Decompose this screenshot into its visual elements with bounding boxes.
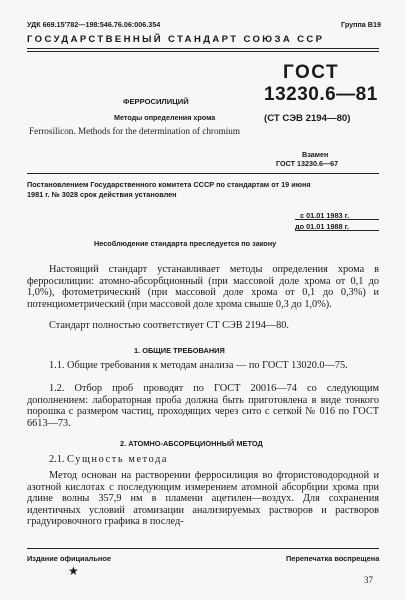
validity-from: с 01.01 1983 г. (300, 211, 349, 220)
gost-number: 13230.6—81 (264, 84, 378, 105)
validity-underline-from (295, 219, 379, 220)
footer-rule (27, 548, 379, 549)
english-title: Ferrosilicon. Methods for the determination of chromium (29, 126, 241, 136)
validity-underline-to (295, 230, 379, 231)
gost-label: ГОСТ (283, 62, 340, 83)
legal-warning: Несоблюдение стандарта преследуется по закону (94, 239, 277, 248)
paragraph-2-1: Метод основан на растворении ферросилиция во фтористоводородной и азотной кислотах с последующим измерением атомной абсорбции хрома при длине волны 357,9 нм в пламени ацетилен—воздух. Для сохранения идентичных условий атомизации анализируемых растворов и растворов градуировочного графика в послед- (27, 470, 379, 527)
decree-rule (27, 173, 379, 174)
intro-paragraph: Настоящий стандарт устанавливает методы определения хрома в ферросилиции: атомно-абсорбционный (при массовой доле хрома от 0,1 до 1,0%), фотометрический (при массовой доле хрома от 0,1 до 0,3%) и потенциометрический (при массовой доле хрома свыше 0,3 до 1,0%). (27, 264, 379, 310)
paragraph-1-2: 1.2. Отбор проб проводят по ГОСТ 20016—74 со следующим дополнением: лабораторная проба должна быть приготовлена в виде тонкого порошка с размером частиц, проходящих через сито с сеткой № 016 по ГОСТ 6613—73. (27, 383, 379, 429)
page-number: 37 (364, 575, 373, 585)
state-standard-header: ГОСУДАРСТВЕННЫЙ СТАНДАРТ СОЮЗА ССР (27, 34, 325, 45)
official-edition-label: Издание официальное (27, 554, 112, 563)
document-title: ФЕРРОСИЛИЦИЙ (123, 97, 189, 106)
section-2-heading: 2. АТОМНО-АБСОРБЦИОННЫЙ МЕТОД (120, 439, 263, 448)
group-code: Группа В19 (341, 20, 381, 29)
replaces-label: Взамен (302, 150, 329, 159)
udc-code: УДК 669.15'782—198:546.76.06:006.354 (27, 20, 161, 29)
star-icon: ★ (68, 564, 79, 578)
validity-to: до 01.01 1988 г. (295, 222, 349, 231)
header-rule-thin (27, 51, 379, 52)
replaces-standard: ГОСТ 13230.6—67 (276, 159, 339, 168)
header-rule-thick (27, 48, 379, 49)
section-1-heading: 1. ОБЩИЕ ТРЕБОВАНИЯ (134, 346, 225, 355)
decree-line-2: 1981 г. № 3028 срок действия установлен (27, 190, 177, 199)
reprint-prohibited-label: Перепечатка воспрещена (286, 554, 380, 563)
subsection-2-1-heading (27, 454, 379, 466)
subsection-2-1-title: Сущность метода (67, 454, 169, 465)
document-subtitle: Методы определения хрома (114, 113, 216, 122)
cmea-standard: (СТ СЭВ 2194—80) (264, 113, 351, 124)
compliance-paragraph: Стандарт полностью соответствует СТ СЭВ 2194—80. (49, 320, 290, 331)
paragraph-1-1: 1.1. Общие требования к методам анализа — по ГОСТ 13020.0—75. (49, 360, 348, 371)
decree-line-1: Постановлением Государственного комитета СССР по стандартам от 19 июня (27, 180, 311, 189)
subsection-2-1-number: 2.1. (49, 454, 65, 465)
